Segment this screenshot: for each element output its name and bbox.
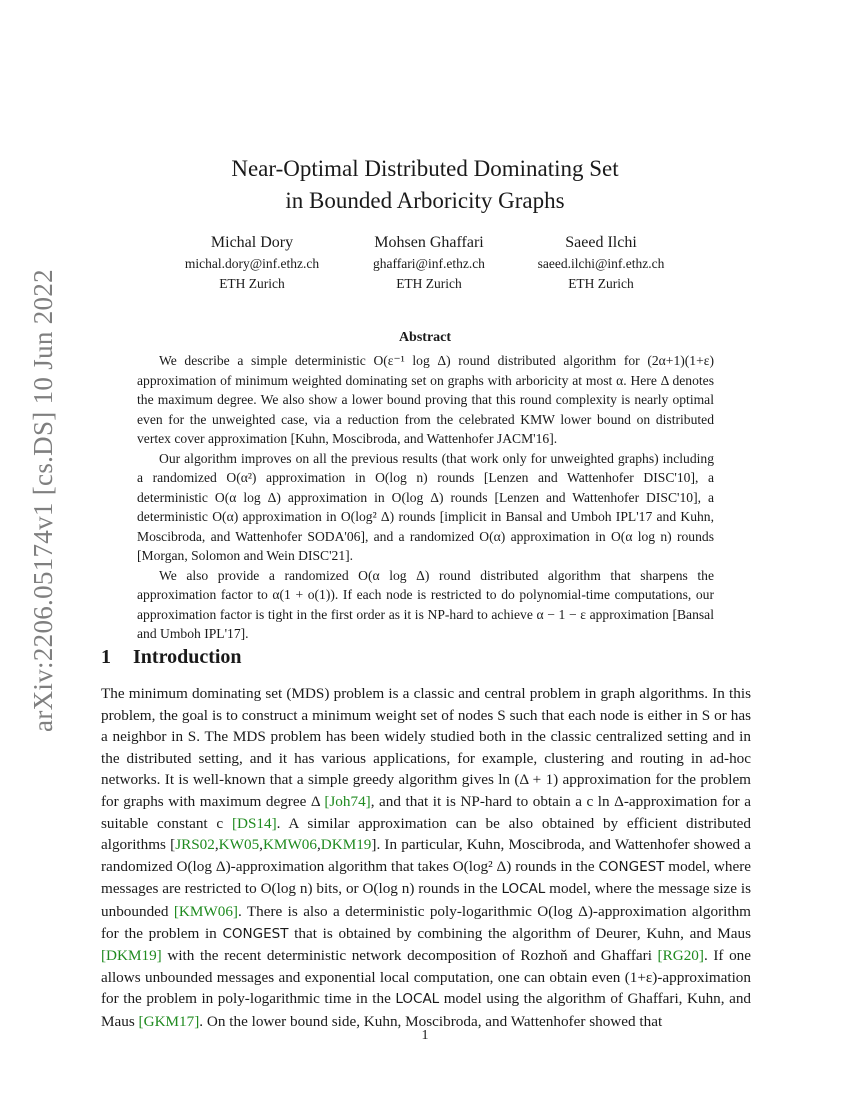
abstract-heading: Abstract <box>398 330 452 345</box>
citation-link[interactable]: KW05 <box>218 836 260 854</box>
author-3 <box>491 232 711 294</box>
introduction-body <box>101 683 751 1033</box>
citation-link[interactable]: [Joh74] <box>324 792 371 810</box>
citation-link[interactable]: [KMW06] <box>173 902 238 920</box>
citation-link[interactable]: JRS02 <box>175 836 215 854</box>
intro-text: . There is also a deterministic poly-logarithmic O(log Δ)-approximation algorithm for the problem in <box>101 902 751 942</box>
section-number: 1 <box>101 646 111 668</box>
intro-text: model using the algorithm of Ghaffari, Kuhn, and Maus <box>101 990 752 1030</box>
model-name: LOCAL <box>501 881 546 898</box>
citation-link[interactable]: [GKM17] <box>138 1012 200 1030</box>
model-name: CONGEST <box>598 858 665 875</box>
arxiv-side-identifier: arXiv:2206.05174v1 [cs.DS] 10 Jun 2022 <box>27 268 58 732</box>
abstract-paragraph-1: We describe a simple deterministic O(ε⁻¹ log Δ) round distributed algorithm for (2α+1)(1+ε) approximation of minimum weighted dominating set on graphs with arboricity at most α. Here Δ denotes the maximum degree. We also show a lower bound proving that this round complexity is nearly optimal even for the unweighted case, via a reduction from the celebrated KMW lower bound on distributed vertex cover approximation [Kuhn, Moscibroda, and Wattenhofer JACM'16]. <box>137 353 714 446</box>
intro-text: , and that it is NP-hard to obtain a c ln Δ-approximation for a suitable constant c <box>101 792 751 832</box>
title-line-1: Near-Optimal Distributed Dominating Set <box>231 156 619 181</box>
citation-link[interactable]: KMW06 <box>262 836 317 854</box>
intro-text: . On the lower bound side, Kuhn, Moscibroda, and Wattenhofer showed that <box>199 1012 663 1030</box>
intro-text: model, where the message size is unbounded <box>101 880 752 920</box>
model-name: LOCAL <box>395 991 440 1008</box>
paper-title <box>0 153 850 217</box>
citation-link[interactable]: [RG20] <box>657 947 704 965</box>
title-line-2: in Bounded Arboricity Graphs <box>285 188 565 213</box>
section-heading <box>101 646 242 669</box>
intro-text: . If one allows unbounded messages and exponential local computation, one can obtain even (1+ε)-approximation for the problem in poly-logarithmic time in the <box>101 947 752 1008</box>
intro-text: with the recent deterministic network decomposition of Rozhoň and Ghaffari <box>161 947 658 965</box>
intro-text: ]. In particular, Kuhn, Moscibroda, and Wattenhofer showed a randomized O(log Δ)-approximation algorithm that takes O(log² Δ) rounds in the <box>101 836 751 875</box>
section-title: Introduction <box>133 646 242 668</box>
intro-text: . A similar approximation can be also obtained by efficient distributed algorithms [ <box>101 814 751 854</box>
author-name: Michal Dory <box>210 234 294 251</box>
page-number: 1 <box>421 1028 429 1043</box>
author-affiliation: ETH Zurich <box>219 276 285 291</box>
intro-text: model, where messages are restricted to O(log n) bits, or O(log n) rounds in the <box>101 857 751 898</box>
abstract-paragraph-2: Our algorithm improves on all the previous results (that work only for unweighted graphs) including a randomized O(α²) approximation in O(log n) rounds [Lenzen and Wattenhofer DISC'10], a deterministic O(α log Δ) approximation in O(log Δ) rounds [Lenzen and Wattenhofer DISC'10], a deterministic O(α) approximation in O(log² Δ) rounds [implicit in Bansal and Umboh IPL'17 and Kuhn, Moscibroda, and Wattenhofer SODA'06], and a randomized O(α) approximation in O(α log n) rounds [Morgan, Solomon and Wein DISC'21]. <box>137 450 714 563</box>
author-name: Mohsen Ghaffari <box>374 234 484 251</box>
model-name: CONGEST <box>222 925 289 942</box>
author-name: Saeed Ilchi <box>565 234 637 251</box>
citation-link[interactable]: [DKM19] <box>101 947 162 965</box>
abstract-paragraph-3: We also provide a randomized O(α log Δ) round distributed algorithm that sharpens the approximation factor to α(1 + o(1)). If each node is restricted to do polynomial-time computations, our approximation factor is tight in the first order as it is NP-hard to achieve α − 1 − ε approximation [Bansal and Umboh IPL'17]. <box>137 567 714 641</box>
author-affiliation: ETH Zurich <box>568 276 634 291</box>
intro-paragraph: The minimum dominating set (MDS) problem is a classic and central problem in graph algorithms. In this problem, the goal is to construct a minimum weight set of nodes S such that each node is either in S or has a neighbor in S. The MDS problem has been widely studied both in the classic centralized setting and in the distributed setting, and it has various applications, for example, clustering and routing in ad-hoc networks. It is well-known that a simple greedy algorithm gives ln (Δ + 1) approximation for the problem for graphs with maximum degree Δ [Joh74], and that it is NP-hard to obtain a c ln Δ-approximation for a suitable constant c [DS14]. A similar approximation can be also obtained by efficient distributed algorithms [JRS02,KW05,KMW06,DKM19]. In particular, Kuhn, Moscibroda, and Wattenhofer showed a randomized O(log Δ)-approximation algorithm that takes O(log² Δ) rounds in the CONGEST model, where messages are restricted to O(log n) bits, or O(log n) rounds in the LOCAL model, where the message size is unbounded [KMW06]. There is also a deterministic poly-logarithmic O(log Δ)-approximation algorithm for the problem in CONGEST that is obtained by combining the algorithm of Deurer, Kuhn, and Maus [DKM19] with the recent deterministic network decomposition of Rozhoň and Ghaffari [RG20]. If one allows unbounded messages and exponential local computation, one can obtain even (1+ε)-approximation for the problem in poly-logarithmic time in the LOCAL model using the algorithm of Ghaffari, Kuhn, and Maus [GKM17]. On the lower bound side, Kuhn, Moscibroda, and Wattenhofer showed that <box>101 685 752 1030</box>
citation-link[interactable]: DKM19 <box>320 836 372 854</box>
intro-text: The minimum dominating set (MDS) problem is a classic and central problem in graph algorithms. In this problem, the goal is to construct a minimum weight set of nodes S such that each node is either in S or has a neighbor in S. The MDS problem has been widely studied both in the classic centralized setting and in the distributed setting, and it has various applications, for example, clustering and routing in ad-hoc networks. It is well-known that a simple greedy algorithm gives ln (Δ + 1) approximation for the problem for graphs with maximum degree Δ <box>101 685 751 810</box>
abstract-body <box>137 351 714 644</box>
intro-text: that is obtained by combining the algorithm of Deurer, Kuhn, and Maus <box>288 924 751 942</box>
author-email: michal.dory@inf.ethz.ch <box>184 256 320 271</box>
author-email: saeed.ilchi@inf.ethz.ch <box>537 256 665 271</box>
arxiv-side-identifier-wrap <box>18 268 68 732</box>
author-affiliation: ETH Zurich <box>396 276 462 291</box>
citation-link[interactable]: [DS14] <box>231 814 277 832</box>
author-email: ghaffari@inf.ethz.ch <box>373 256 485 271</box>
